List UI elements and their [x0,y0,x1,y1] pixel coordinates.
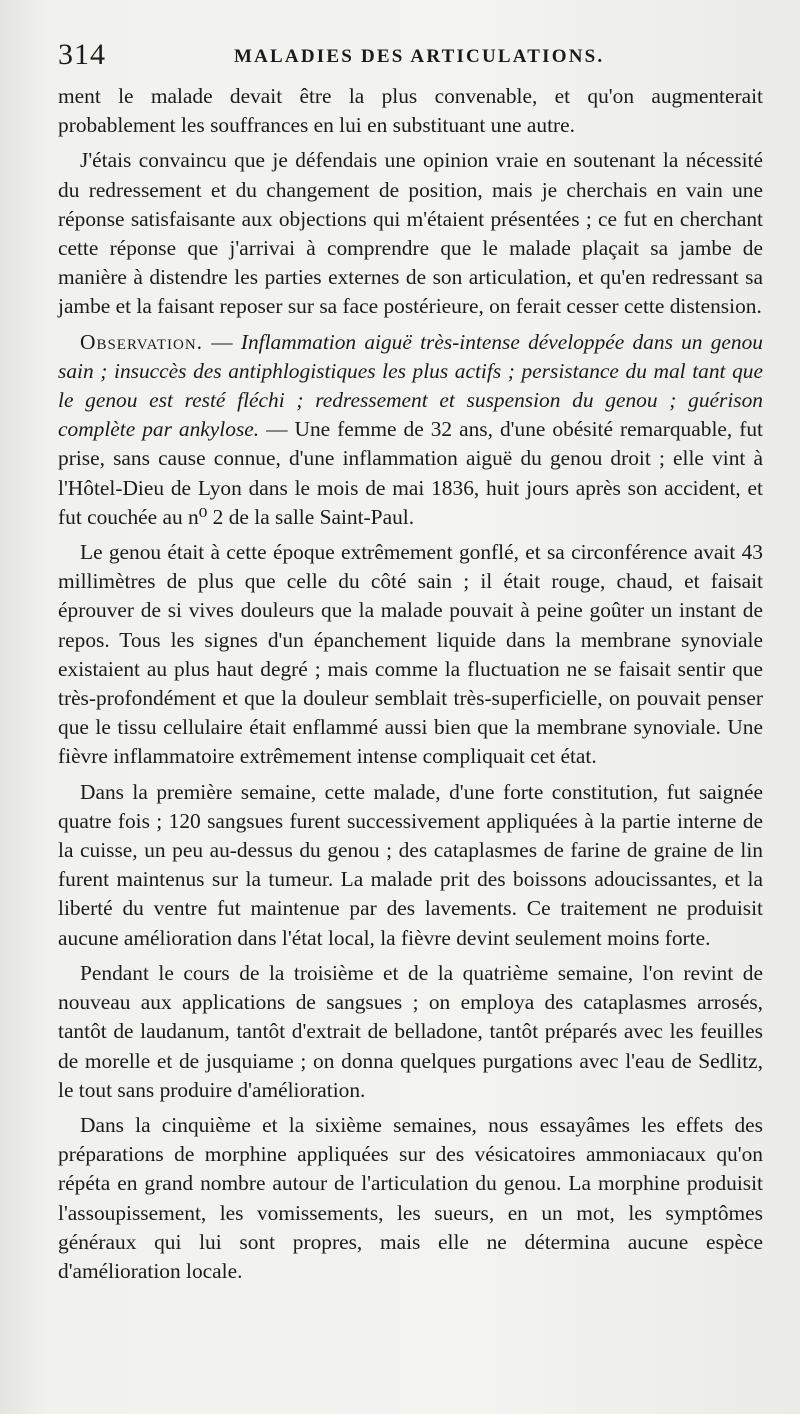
page-number: 314 [58,38,106,71]
paragraph: J'étais convaincu que je défendais une opinion vraie en soutenant la nécessité du redressement et du changement de position, mais je cherchais en vain une réponse satisfaisante aux objections qui m'étaient présentées ; ce fut en cherchant cette réponse que j'arrivai à comprendre que le malade plaçait sa jambe de manière à distendre les parties externes de son articulation, et qu'en redressant sa jambe et la faisant reposer sur sa face postérieure, on ferait cesser cette distension. [58,148,763,319]
body-text [58,82,763,1292]
observation-text: — Une femme de 32 ans, d'une obésité remarquable, fut prise, sans cause connue, d'une inflammation aiguë du genou droit ; elle vint à l'Hôtel-Dieu de Lyon dans le mois de mai 1836, huit jours après son accident, et fut couchée au n⁰ 2 de la salle Saint-Paul. [58,417,763,529]
paragraph-continued: ment le malade devait être la plus convenable, et qu'on augmenterait probablement les souffrances en lui en substituant une autre. [58,84,763,138]
observation-title: Inflammation aiguë très-intense développée dans un genou sain ; insuccès des antiphlogistiques les plus actifs ; persistance du mal tant que le genou est resté fléchi ; redressement et suspension du genou ; guérison complète par ankylose. [58,329,763,442]
page-header [58,38,758,78]
paragraph: Pendant le cours de la troisième et de la quatrième semaine, l'on revint de nouveau aux applications de sangsues ; on employa des cataplasmes arrosés, tantôt de laudanum, tantôt d'extrait de belladone, tantôt préparés avec les feuilles de morelle et de jusquiame ; on donna quelques purgations avec l'eau de Sedlitz, le tout sans produire d'amélioration. [58,960,763,1102]
observation-paragraph [58,328,763,532]
paragraph: Dans la première semaine, cette malade, d'une forte constitution, fut saignée quatre fois ; 120 sangsues furent successivement appliquées à la partie interne de la cuisse, un peu au-dessus du genou ; des cataplasmes de farine de graine de lin furent maintenus sur la tumeur. La malade prit des boissons adoucissantes, et la liberté du ventre fut maintenue par des lavements. Ce traitement ne produisit aucune amélioration dans l'état local, la fièvre devint seulement moins forte. [58,779,763,950]
observation-dash: — [203,329,241,354]
paragraph: Dans la cinquième et la sixième semaines, nous essayâmes les effets des préparations de morphine appliquées sur des vésicatoires ammoniacaux qu'on répéta en grand nombre autour de l'articulation du genou. La morphine produisit l'assoupissement, les vomissements, les sueurs, en un mot, les symptômes généraux qui lui sont propres, mais elle ne détermina aucune espèce d'amélioration locale. [58,1112,763,1283]
observation-label: Observation. [80,329,204,354]
paragraph: Le genou était à cette époque extrêmement gonflé, et sa circonférence avait 43 millimètres de plus que celle du côté sain ; il était rouge, chaud, et faisait éprouver de si vives douleurs que la malade pouvait à peine goûter un instant de repos. Tous les signes d'un épanchement liquide dans la membrane synoviale existaient au plus haut degré ; mais comme la fluctuation ne se faisait sentir que très-profondément et que la douleur semblait très-superficielle, on pouvait penser que le tissu cellulaire était enflammé aussi bien que la membrane synoviale. Une fièvre inflammatoire extrêmement intense compliquait cet état. [58,540,763,769]
running-title: MALADIES DES ARTICULATIONS. [234,46,605,67]
